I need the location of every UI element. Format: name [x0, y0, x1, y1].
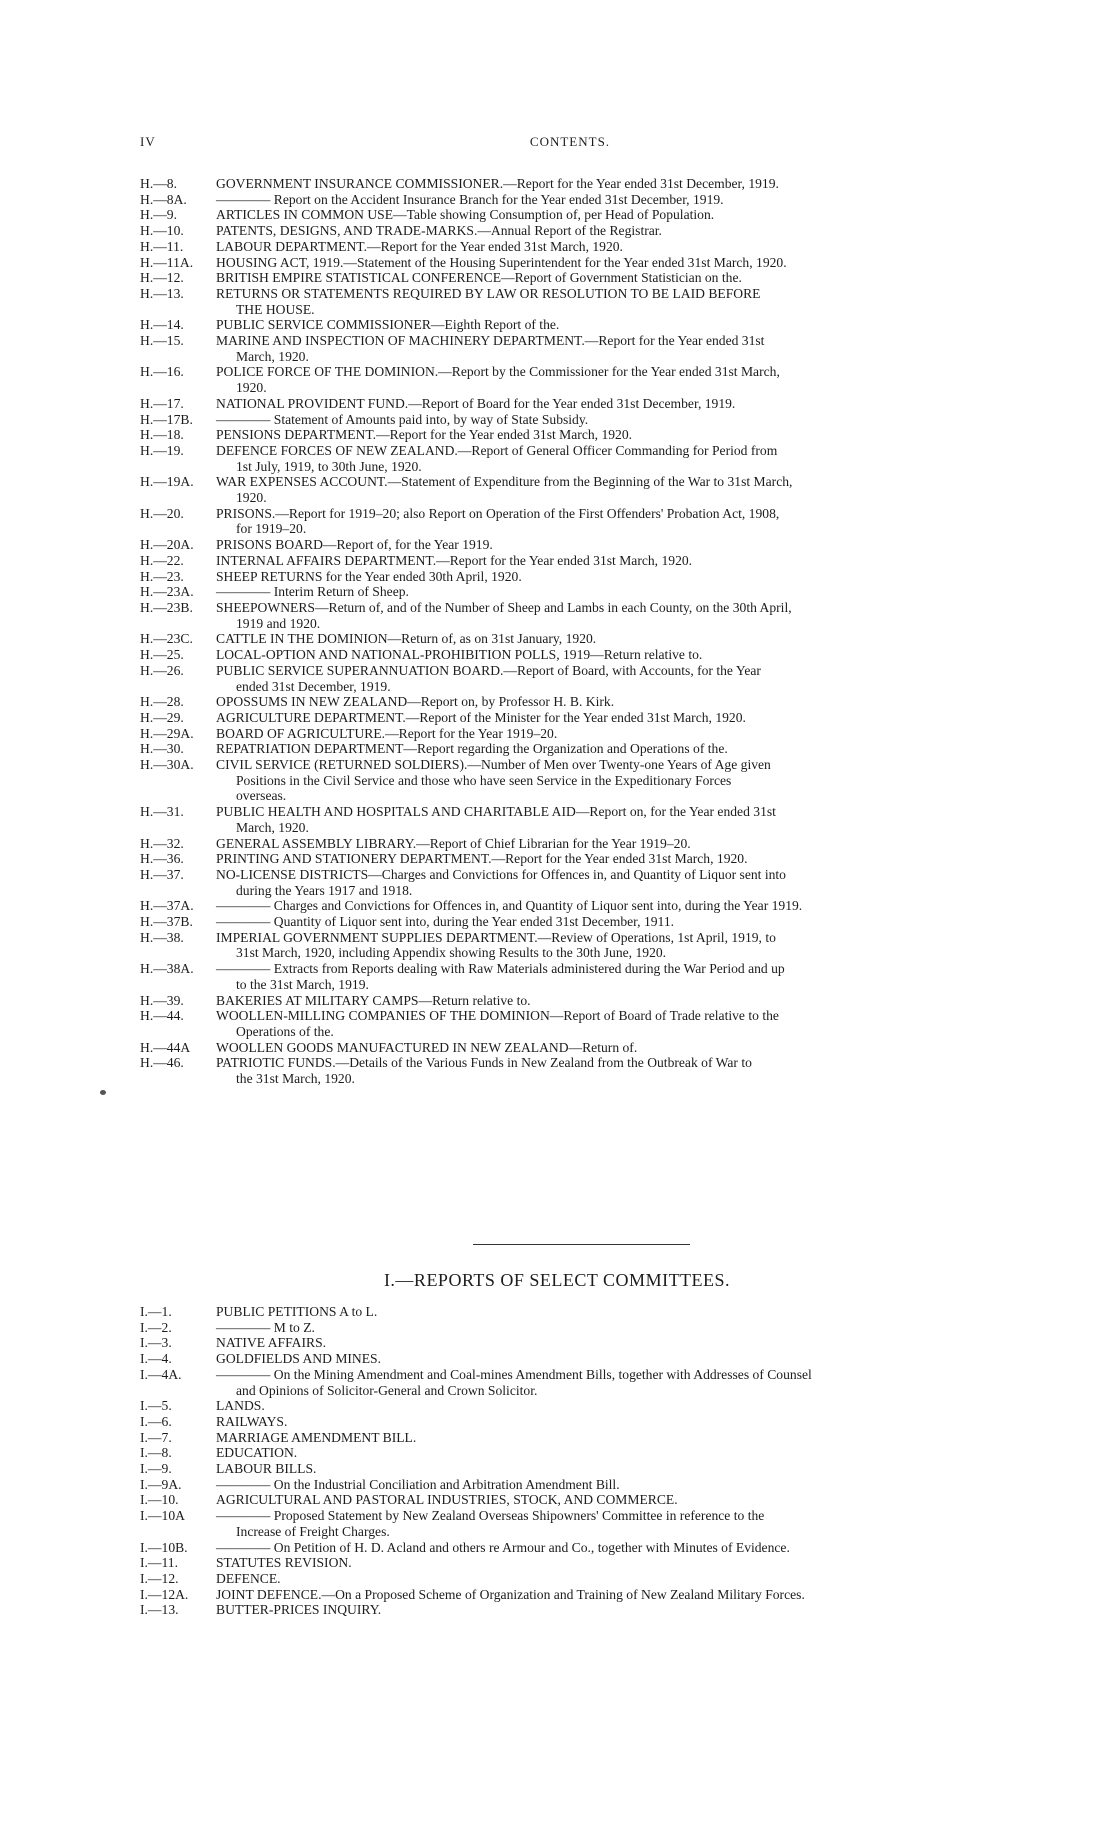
contents-entry-continuation [140, 1071, 1000, 1087]
contents-entry-continuation [140, 1524, 1000, 1540]
entry-text: PUBLIC HEALTH AND HOSPITALS AND CHARITABLE AID—Report on, for the Year ended 31st [216, 804, 776, 820]
contents-entry [140, 694, 1000, 710]
contents-entry [140, 443, 1000, 459]
entry-code: H.—37B. [140, 914, 193, 930]
entry-text: BAKERIES AT MILITARY CAMPS—Return relative to. [216, 992, 531, 1008]
contents-entry-continuation [140, 380, 1000, 396]
entry-text: LANDS. [216, 1398, 265, 1414]
entry-code: I.—10A [140, 1508, 185, 1524]
entry-text: BUTTER-PRICES INQUIRY. [216, 1602, 382, 1618]
contents-entry-continuation [140, 977, 1000, 993]
contents-entry-continuation [140, 302, 1000, 318]
entry-text: CATTLE IN THE DOMINION—Return of, as on 31st January, 1920. [216, 631, 597, 647]
entry-code: H.—14. [140, 317, 184, 333]
entry-text: ———— Statement of Amounts paid into, by way of State Subsidy. [216, 411, 589, 427]
entry-text: PENSIONS DEPARTMENT.—Report for the Year ended 31st March, 1920. [216, 427, 633, 443]
entry-text-continuation: March, 1920. [236, 819, 309, 835]
entry-code: I.—6. [140, 1413, 172, 1429]
contents-entry-continuation [140, 788, 1000, 804]
contents-entry [140, 1461, 1000, 1477]
contents-entry [140, 898, 1000, 914]
contents-entry [140, 993, 1000, 1009]
contents-entry [140, 1477, 1000, 1493]
contents-entry-continuation [140, 1383, 1000, 1399]
entry-code: H.—46. [140, 1055, 184, 1071]
entry-text: LABOUR BILLS. [216, 1461, 317, 1477]
entry-text: ———— M to Z. [216, 1319, 315, 1335]
entry-code: H.—44A [140, 1039, 191, 1055]
entry-code: I.—11. [140, 1555, 179, 1571]
contents-entry [140, 537, 1000, 553]
entry-code: I.—1. [140, 1304, 172, 1319]
contents-entry [140, 317, 1000, 333]
contents-entry [140, 836, 1000, 852]
entry-code: H.—38A. [140, 961, 194, 977]
entry-text: ———— Report on the Accident Insurance Branch for the Year ended 31st December, 1919. [216, 191, 724, 207]
section-divider [473, 1244, 690, 1245]
entry-code: H.—39. [140, 992, 184, 1008]
contents-entry [140, 726, 1000, 742]
entry-code: H.—36. [140, 851, 184, 867]
contents-entry [140, 176, 1000, 192]
entry-text-continuation: March, 1920. [236, 348, 309, 364]
entry-text: LOCAL-OPTION AND NATIONAL-PROHIBITION POLLS, 1919—Return relative to. [216, 647, 703, 663]
entry-text: DEFENCE FORCES OF NEW ZEALAND.—Report of General Officer Commanding for Period from [216, 442, 778, 458]
entry-code: I.—13. [140, 1602, 179, 1618]
entry-text: DEFENCE. [216, 1570, 281, 1586]
contents-entry [140, 1508, 1000, 1524]
contents-entry-continuation [140, 820, 1000, 836]
entry-text: POLICE FORCE OF THE DOMINION.—Report by the Commissioner for the Year ended 31st March, [216, 364, 780, 380]
entry-code: H.—29A. [140, 725, 194, 741]
h-series-list [140, 176, 1000, 1087]
contents-entry [140, 364, 1000, 380]
contents-entry [140, 600, 1000, 616]
contents-entry [140, 1587, 1000, 1603]
entry-text: RAILWAYS. [216, 1413, 288, 1429]
entry-text: ———— Extracts from Reports dealing with Raw Materials administered during the War Period and up [216, 961, 785, 977]
entry-text: NATIVE AFFAIRS. [216, 1335, 327, 1351]
contents-entry [140, 553, 1000, 569]
entry-text: PATENTS, DESIGNS, AND TRADE-MARKS.—Annual Report of the Registrar. [216, 223, 662, 239]
contents-entry [140, 961, 1000, 977]
entry-code: I.—2. [140, 1319, 172, 1335]
contents-entry [140, 1040, 1000, 1056]
entry-code: H.—10. [140, 223, 184, 239]
entry-text: PUBLIC PETITIONS A to L. [216, 1304, 378, 1319]
contents-entry [140, 584, 1000, 600]
entry-text: INTERNAL AFFAIRS DEPARTMENT.—Report for the Year ended 31st March, 1920. [216, 552, 693, 568]
contents-entry-continuation [140, 679, 1000, 695]
entry-text: JOINT DEFENCE.—On a Proposed Scheme of Organization and Training of New Zealand Military Forces. [216, 1586, 805, 1602]
entry-text: WAR EXPENSES ACCOUNT.—Statement of Expenditure from the Beginning of the War to 31st March, [216, 474, 793, 490]
contents-entry [140, 741, 1000, 757]
entry-text: IMPERIAL GOVERNMENT SUPPLIES DEPARTMENT.—Review of Operations, 1st April, 1919, to [216, 929, 776, 945]
entry-text: PUBLIC SERVICE COMMISSIONER—Eighth Report of the. [216, 317, 560, 333]
contents-entry [140, 663, 1000, 679]
i-series-list [140, 1304, 1000, 1618]
entry-text: ———— On the Mining Amendment and Coal-mines Amendment Bills, together with Addresses of Counsel [216, 1366, 812, 1382]
entry-text: GOLDFIELDS AND MINES. [216, 1351, 382, 1367]
entry-text: STATUTES REVISION. [216, 1555, 352, 1571]
contents-entry [140, 930, 1000, 946]
contents-entry [140, 1540, 1000, 1556]
section-title: I.—REPORTS OF SELECT COMMITTEES. [383, 1270, 731, 1290]
entry-code: H.—19. [140, 442, 184, 458]
entry-code: H.—9. [140, 207, 178, 223]
entry-code: H.—25. [140, 647, 184, 663]
entry-code: H.—16. [140, 364, 184, 380]
entry-code: H.—30A. [140, 757, 194, 773]
entry-text-continuation: Positions in the Civil Service and those who have seen Service in the Expeditionary Forces [236, 772, 732, 788]
entry-code: H.—38. [140, 929, 184, 945]
contents-entry-continuation [140, 490, 1000, 506]
entry-text-continuation: overseas. [236, 788, 287, 804]
contents-entry [140, 569, 1000, 585]
entry-text: GOVERNMENT INSURANCE COMMISSIONER.—Report for the Year ended 31st December, 1919. [216, 176, 779, 191]
contents-entry [140, 255, 1000, 271]
contents-entry [140, 914, 1000, 930]
entry-code: H.—20A. [140, 537, 194, 553]
entry-code: H.—37A. [140, 898, 194, 914]
entry-code: H.—37. [140, 866, 184, 882]
entry-text: MARINE AND INSPECTION OF MACHINERY DEPARTMENT.—Report for the Year ended 31st [216, 333, 765, 349]
entry-code: H.—17. [140, 395, 184, 411]
contents-entry-continuation [140, 945, 1000, 961]
contents-entry [140, 207, 1000, 223]
entry-text: BOARD OF AGRICULTURE.—Report for the Year 1919–20. [216, 725, 558, 741]
entry-text: SHEEPOWNERS—Return of, and of the Number of Sheep and Lambs in each County, on the 30th April, [216, 599, 792, 615]
entry-code: H.—26. [140, 662, 184, 678]
entry-code: H.—8A. [140, 191, 187, 207]
contents-entry [140, 710, 1000, 726]
entry-code: H.—11A. [140, 254, 194, 270]
entry-text: EDUCATION. [216, 1445, 298, 1461]
contents-entry-continuation [140, 616, 1000, 632]
entry-code: I.—7. [140, 1429, 172, 1445]
entry-code: I.—10B. [140, 1539, 188, 1555]
entry-text-continuation: 1920. [236, 380, 267, 396]
entry-code: H.—22. [140, 552, 184, 568]
entry-code: H.—13. [140, 285, 184, 301]
contents-entry-continuation [140, 459, 1000, 475]
entry-code: H.—18. [140, 427, 184, 443]
entry-text: ———— Interim Return of Sheep. [216, 584, 409, 600]
entry-code: I.—4A. [140, 1366, 182, 1382]
page-number: IV [140, 134, 156, 149]
entry-code: H.—17B. [140, 411, 193, 427]
contents-entry-continuation [140, 349, 1000, 365]
entry-text-continuation: 1920. [236, 490, 267, 506]
contents-entry-continuation [140, 1024, 1000, 1040]
entry-text: PRISONS BOARD—Report of, for the Year 1919. [216, 537, 493, 553]
entry-text-continuation: to the 31st March, 1919. [236, 976, 369, 992]
entry-text: ARTICLES IN COMMON USE—Table showing Consumption of, per Head of Population. [216, 207, 715, 223]
contents-entry [140, 270, 1000, 286]
entry-text: SHEEP RETURNS for the Year ended 30th April, 1920. [216, 568, 522, 584]
contents-entry [140, 867, 1000, 883]
contents-entry [140, 1055, 1000, 1071]
contents-entry [140, 851, 1000, 867]
entry-text: PATRIOTIC FUNDS.—Details of the Various Funds in New Zealand from the Outbreak of War to [216, 1055, 752, 1071]
entry-code: H.—12. [140, 270, 184, 286]
page-title: CONTENTS. [529, 134, 611, 149]
entry-code: H.—28. [140, 694, 184, 710]
entry-code: I.—9. [140, 1461, 172, 1477]
entry-text-continuation: and Opinions of Solicitor-General and Crown Solicitor. [236, 1382, 538, 1398]
contents-entry [140, 333, 1000, 349]
entry-text: BRITISH EMPIRE STATISTICAL CONFERENCE—Report of Government Statistician on the. [216, 270, 742, 286]
entry-text: ———— On the Industrial Conciliation and Arbitration Amendment Bill. [216, 1476, 620, 1492]
entry-text-continuation: THE HOUSE. [236, 301, 315, 317]
entry-code: H.—31. [140, 804, 184, 820]
entry-text-continuation: the 31st March, 1920. [236, 1071, 355, 1087]
entry-text: ———— Proposed Statement by New Zealand Overseas Shipowners' Committee in reference to the [216, 1508, 765, 1524]
contents-entry [140, 506, 1000, 522]
entry-code: I.—12. [140, 1570, 179, 1586]
contents-entry [140, 239, 1000, 255]
entry-code: I.—10. [140, 1492, 179, 1508]
contents-entry [140, 286, 1000, 302]
contents-entry [140, 1351, 1000, 1367]
page-header [140, 134, 1000, 152]
entry-text: AGRICULTURAL AND PASTORAL INDUSTRIES, STOCK, AND COMMERCE. [216, 1492, 678, 1508]
entry-text: PRISONS.—Report for 1919–20; also Report on Operation of the First Offenders' Probation Act, 1908, [216, 505, 780, 521]
entry-text-continuation: Increase of Freight Charges. [236, 1523, 390, 1539]
contents-entry [140, 804, 1000, 820]
contents-entry [140, 1571, 1000, 1587]
entry-code: H.—20. [140, 505, 184, 521]
entry-text: PRINTING AND STATIONERY DEPARTMENT.—Report for the Year ended 31st March, 1920. [216, 851, 748, 867]
contents-entry [140, 1008, 1000, 1024]
entry-code: I.—3. [140, 1335, 172, 1351]
entry-text-continuation: Operations of the. [236, 1023, 334, 1039]
contents-entry [140, 192, 1000, 208]
entry-text: OPOSSUMS IN NEW ZEALAND—Report on, by Professor H. B. Kirk. [216, 694, 615, 710]
entry-code: H.—23A. [140, 584, 194, 600]
entry-text: ———— Quantity of Liquor sent into, during the Year ended 31st December, 1911. [216, 914, 675, 930]
contents-entry [140, 1602, 1000, 1618]
contents-entry [140, 647, 1000, 663]
entry-code: I.—5. [140, 1398, 172, 1414]
contents-entry [140, 474, 1000, 490]
entry-code: H.—23C. [140, 631, 193, 647]
entry-text: PUBLIC SERVICE SUPERANNUATION BOARD.—Report of Board, with Accounts, for the Year [216, 662, 761, 678]
entry-text: NO-LICENSE DISTRICTS—Charges and Convictions for Offences in, and Quantity of Liquor sent into [216, 866, 786, 882]
contents-entry [140, 631, 1000, 647]
contents-entry-continuation [140, 883, 1000, 899]
contents-entry [140, 1414, 1000, 1430]
entry-code: H.—23. [140, 568, 184, 584]
entry-text: AGRICULTURE DEPARTMENT.—Report of the Minister for the Year ended 31st March, 1920. [216, 709, 746, 725]
entry-text: WOOLLEN-MILLING COMPANIES OF THE DOMINION—Report of Board of Trade relative to the [216, 1008, 779, 1024]
contents-entry [140, 427, 1000, 443]
entry-text-continuation: 1st July, 1919, to 30th June, 1920. [236, 458, 422, 474]
entry-text: REPATRIATION DEPARTMENT—Report regarding the Organization and Operations of the. [216, 741, 728, 757]
entry-text: RETURNS OR STATEMENTS REQUIRED BY LAW OR RESOLUTION TO BE LAID BEFORE [216, 285, 761, 301]
entry-text-continuation: 1919 and 1920. [236, 615, 321, 631]
contents-entry [140, 1492, 1000, 1508]
contents-entry [140, 396, 1000, 412]
entry-code: I.—8. [140, 1445, 172, 1461]
margin-mark [100, 1090, 106, 1095]
entry-code: H.—8. [140, 176, 178, 191]
contents-entry [140, 1398, 1000, 1414]
entry-text-continuation: during the Years 1917 and 1918. [236, 882, 413, 898]
entry-text: CIVIL SERVICE (RETURNED SOLDIERS).—Number of Men over Twenty-one Years of Age given [216, 757, 771, 773]
entry-code: H.—23B. [140, 599, 193, 615]
entry-code: H.—19A. [140, 474, 194, 490]
contents-entry [140, 223, 1000, 239]
contents-entry [140, 1430, 1000, 1446]
contents-entry-continuation [140, 521, 1000, 537]
entry-code: I.—12A. [140, 1586, 189, 1602]
entry-code: H.—29. [140, 709, 184, 725]
entry-code: H.—30. [140, 741, 184, 757]
entry-code: H.—44. [140, 1008, 184, 1024]
entry-text: MARRIAGE AMENDMENT BILL. [216, 1429, 417, 1445]
entry-code: H.—15. [140, 333, 184, 349]
contents-entry [140, 1320, 1000, 1336]
entry-text: ———— Charges and Convictions for Offences in, and Quantity of Liquor sent into, during the Year 1919. [216, 898, 803, 914]
entry-text: ———— On Petition of H. D. Acland and others re Armour and Co., together with Minutes of Evidence. [216, 1539, 790, 1555]
entry-text-continuation: for 1919–20. [236, 521, 307, 537]
contents-entry [140, 757, 1000, 773]
contents-entry [140, 412, 1000, 428]
entry-code: H.—11. [140, 238, 184, 254]
contents-entry [140, 1445, 1000, 1461]
contents-entry [140, 1304, 1000, 1320]
contents-entry-continuation [140, 773, 1000, 789]
entry-text: NATIONAL PROVIDENT FUND.—Report of Board for the Year ended 31st December, 1919. [216, 395, 736, 411]
entry-code: I.—9A. [140, 1476, 182, 1492]
entry-text-continuation: 31st March, 1920, including Appendix showing Results to the 30th June, 1920. [236, 945, 667, 961]
contents-entry [140, 1335, 1000, 1351]
entry-text: LABOUR DEPARTMENT.—Report for the Year ended 31st March, 1920. [216, 238, 623, 254]
entry-text: HOUSING ACT, 1919.—Statement of the Housing Superintendent for the Year ended 31st March, 1920. [216, 254, 787, 270]
entry-text: WOOLLEN GOODS MANUFACTURED IN NEW ZEALAND—Return of. [216, 1039, 638, 1055]
contents-entry [140, 1367, 1000, 1383]
contents-entry [140, 1555, 1000, 1571]
entry-code: I.—4. [140, 1351, 172, 1367]
entry-text-continuation: ended 31st December, 1919. [236, 678, 391, 694]
entry-text: GENERAL ASSEMBLY LIBRARY.—Report of Chief Librarian for the Year 1919–20. [216, 835, 691, 851]
entry-code: H.—32. [140, 835, 184, 851]
